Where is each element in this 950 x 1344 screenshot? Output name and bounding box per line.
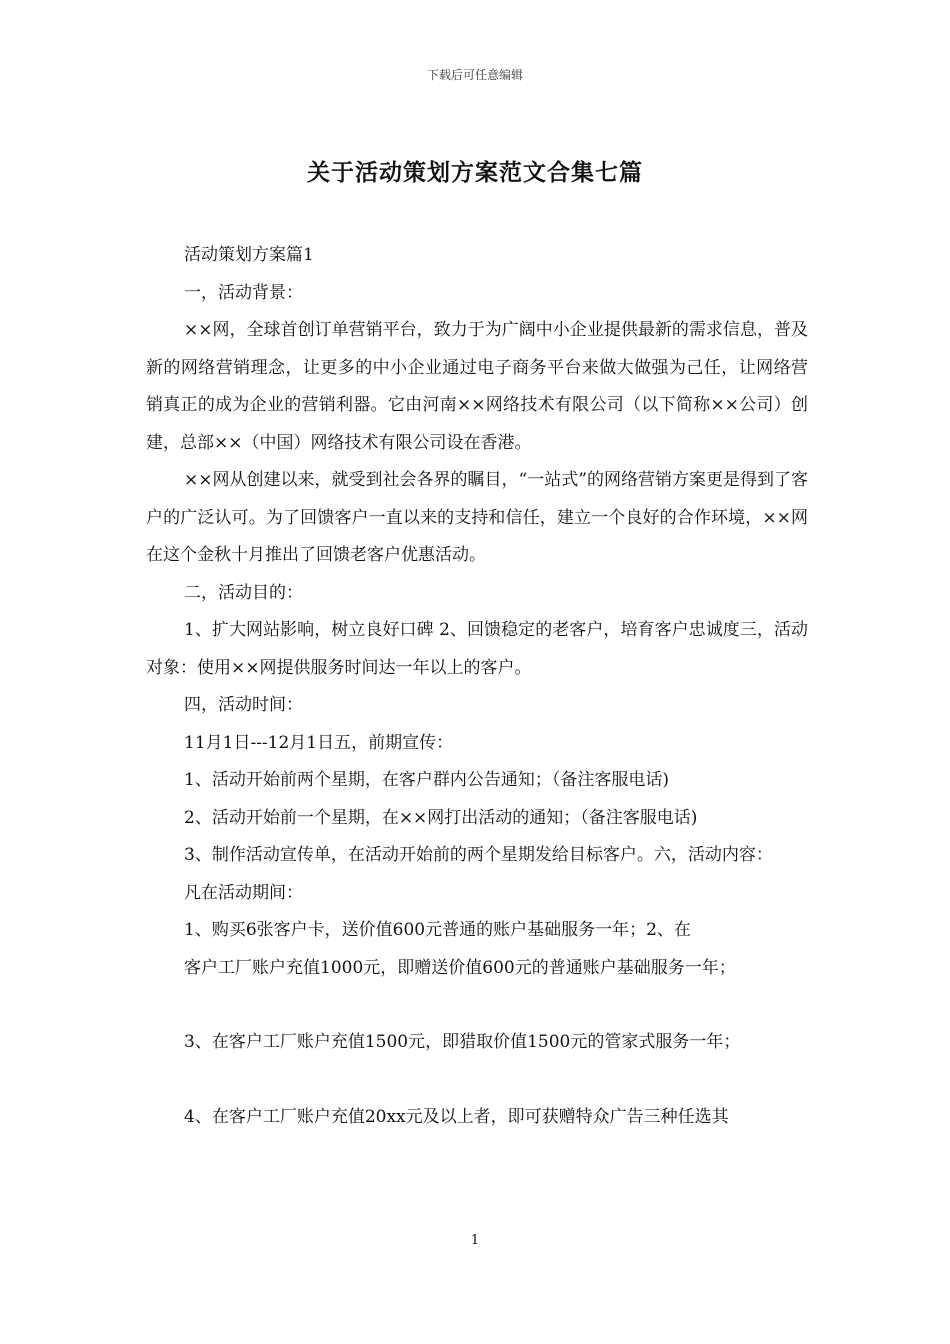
section-heading: 活动策划方案篇1: [184, 245, 314, 265]
subheading-background: 一，活动背景：: [184, 282, 303, 303]
document-body: [146, 237, 808, 1136]
paragraph-background-1: ××网，全球首创订单营销平台，致力于为广阔中小企业提供最新的需求信息，普及新的网络营销理念，让更多的中小企业通过电子商务平台来做大做强为己任，让网络营销真正的成为企业的营销利器。它由河南××网络技术有限公司（以下简称××公司）创建，总部××（中国）网络技术有限公司设在香港。: [146, 320, 808, 453]
document-title: 关于活动策划方案范文合集七篇: [307, 159, 643, 186]
list-item: 客户工厂账户充值1000元，即赠送价值600元的普通账户基础服务一年；: [184, 957, 736, 978]
spacer: [146, 1062, 808, 1099]
paragraph-during-activity: 凡在活动期间：: [184, 882, 303, 903]
paragraph-purpose: 1、扩大网站影响，树立良好口碑 2、回馈稳定的老客户，培育客户忠诚度三，活动对象：使用××网提供服务时间达一年以上的客户。: [146, 620, 808, 678]
list-item: 3、制作活动宣传单，在活动开始前的两个星期发给目标客户。六，活动内容：: [184, 845, 773, 865]
page-header: 下载后可任意编辑: [426, 68, 523, 82]
list-item: 1、购买6张客户卡，送价值600元普通的账户基础服务一年；2、在: [184, 920, 691, 940]
list-item: 1、活动开始前两个星期，在客户群内公告通知；（备注客服电话): [184, 770, 669, 790]
subheading-purpose: 二，活动目的：: [184, 582, 303, 603]
paragraph-time: 11月1日---12月1日五，前期宣传：: [184, 732, 454, 753]
list-item: 4、在客户工厂账户充值20xx元及以上者，即可获赠特众广告三种任选其: [184, 1106, 729, 1127]
list-item: 2、活动开始前一个星期，在××网打出活动的通知；（备注客服电话): [184, 807, 698, 828]
subheading-time: 四，活动时间：: [184, 695, 303, 715]
spacer: [146, 987, 808, 1024]
list-item: 3、在客户工厂账户充值1500元，即猎取价值1500元的管家式服务一年；: [184, 1032, 741, 1052]
page-number: 1: [470, 1233, 480, 1248]
paragraph-background-2: ××网从创建以来，就受到社会各界的瞩目，“一站式”的网络营销方案更是得到了客户的广泛认可。为了回馈客户一直以来的支持和信任，建立一个良好的合作环境，××网在这个金秋十月推出了回馈老客户优惠活动。: [146, 470, 808, 565]
